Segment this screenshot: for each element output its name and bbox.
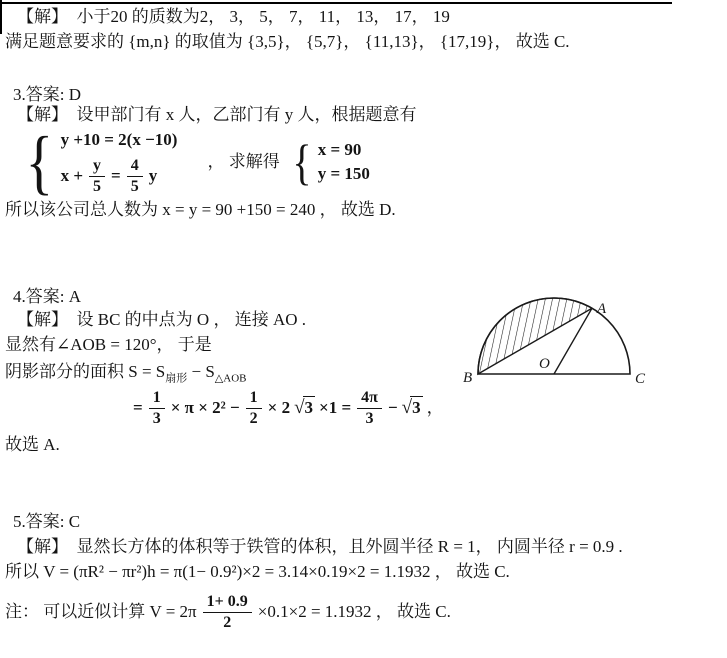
radical-sign: √ xyxy=(401,396,413,418)
system-open-brace: { xyxy=(25,122,54,202)
q4-area-line xyxy=(5,361,246,386)
q4-answer-line: 4.答案: A xyxy=(13,287,81,306)
system-equation-1: y +10 = 2(x −10) xyxy=(60,129,178,149)
fraction-numerator: 4 xyxy=(127,157,143,177)
q3-solution-intro: 【解】 设甲部门有 x 人，乙部门有 y 人，根据题意有 xyxy=(17,105,417,124)
fraction-denominator: 5 xyxy=(93,177,101,195)
q5-answer-line: 5.答案: C xyxy=(13,512,81,531)
q5-solution-line1: 【解】 显然长方体的体积等于铁管的体积，且外圆半径 R = 1， 内圆半径 r = 0.9 . xyxy=(17,537,623,556)
fraction-4pi-over-3 xyxy=(357,389,382,427)
left-border-line xyxy=(0,0,2,34)
fraction-numerator: 4π xyxy=(357,389,382,409)
radicand: 3 xyxy=(410,396,423,419)
sqrt-3 xyxy=(294,396,315,421)
eq2-equals: = xyxy=(111,166,121,185)
q3-equation-system xyxy=(22,122,370,202)
fraction-numerator: 1 xyxy=(246,389,262,409)
formula-segment-2: × 2 xyxy=(267,398,291,418)
figure-label-a: A xyxy=(597,301,607,317)
q2-solution-line1: 【解】 小于20 的质数为2， 3， 5， 7， 11， 13， 17， 19 xyxy=(17,7,450,26)
fraction-numerator: y xyxy=(89,157,105,177)
fraction-denominator: 2 xyxy=(223,613,232,631)
q2-solution-line2: 满足题意要求的 {m,n} 的取值为 {3,5}， {5,7}， {11,13}， {17,19}， 故选 C. xyxy=(5,32,570,51)
q3-answer-line: 3.答案: D xyxy=(13,85,81,104)
q4-area-formula xyxy=(133,389,444,427)
radicand: 3 xyxy=(303,396,316,419)
triangle-subscript: △AOB xyxy=(214,372,247,385)
q4-solution-line2: 显然有∠AOB = 120°， 于是 xyxy=(5,335,212,354)
fraction-numerator: 1 xyxy=(149,389,165,409)
fraction-1-over-3 xyxy=(149,389,165,427)
figure-label-b: B xyxy=(463,370,473,386)
system-equations xyxy=(61,129,178,195)
area-line-prefix: 阴影部分的面积 S = S xyxy=(5,362,166,381)
sqrt-3 xyxy=(402,396,423,421)
q3-conclusion: 所以该公司总人数为 x = y = 90 +150 = 240 ， 故选 D. xyxy=(5,200,396,219)
figure-label-o: O xyxy=(539,356,550,372)
system-equation-2 xyxy=(61,157,158,195)
solution-open-brace: { xyxy=(292,134,312,190)
system-connector-text: ， 求解得 xyxy=(207,151,280,171)
sector-subscript: 扇形 xyxy=(165,372,188,385)
system-solutions xyxy=(318,139,370,185)
fraction-denominator: 5 xyxy=(130,177,139,195)
q4-solution-line1: 【解】 设 BC 的中点为 O ， 连接 AO . xyxy=(17,310,307,329)
q4-conclusion: 故选 A. xyxy=(5,435,60,454)
semicircle-figure xyxy=(463,281,703,393)
formula-equals: = xyxy=(133,398,143,418)
radical-sign: √ xyxy=(294,396,305,418)
eq2-suffix: y xyxy=(148,166,158,185)
note-prefix: 注： 可以近似计算 V = 2π xyxy=(5,602,197,622)
formula-minus: − xyxy=(387,398,398,418)
figure-label-c: C xyxy=(635,371,646,387)
fraction-denominator: 3 xyxy=(365,409,374,427)
fraction-denominator: 3 xyxy=(152,409,161,427)
area-line-mid: − S xyxy=(187,362,215,381)
top-border-line xyxy=(0,2,672,4)
formula-comma: ， xyxy=(426,398,444,418)
fraction-denominator: 2 xyxy=(249,409,258,427)
fraction-1p09-over-2 xyxy=(203,593,252,631)
note-suffix: ×0.1×2 = 1.1932 ， 故选 C. xyxy=(257,602,451,622)
shaded-segment xyxy=(478,298,592,374)
formula-segment-1: × π × 2² − xyxy=(170,398,240,418)
fraction-1-over-2 xyxy=(246,389,262,427)
formula-segment-3: ×1 = xyxy=(319,398,352,418)
fraction-4-over-5 xyxy=(127,157,143,195)
fraction-numerator: 1+ 0.9 xyxy=(203,593,252,613)
fraction-y-over-5 xyxy=(89,157,105,195)
q5-solution-line2: 所以 V = (πR² − πr²)h = π(1− 0.9²)×2 = 3.14×0.19×2 = 1.1932 ， 故选 C. xyxy=(5,562,510,581)
q5-note-line xyxy=(5,593,451,631)
eq2-prefix: x + xyxy=(60,166,83,185)
solution-y: y = 150 xyxy=(317,164,370,183)
solution-x: x = 90 xyxy=(317,139,362,159)
